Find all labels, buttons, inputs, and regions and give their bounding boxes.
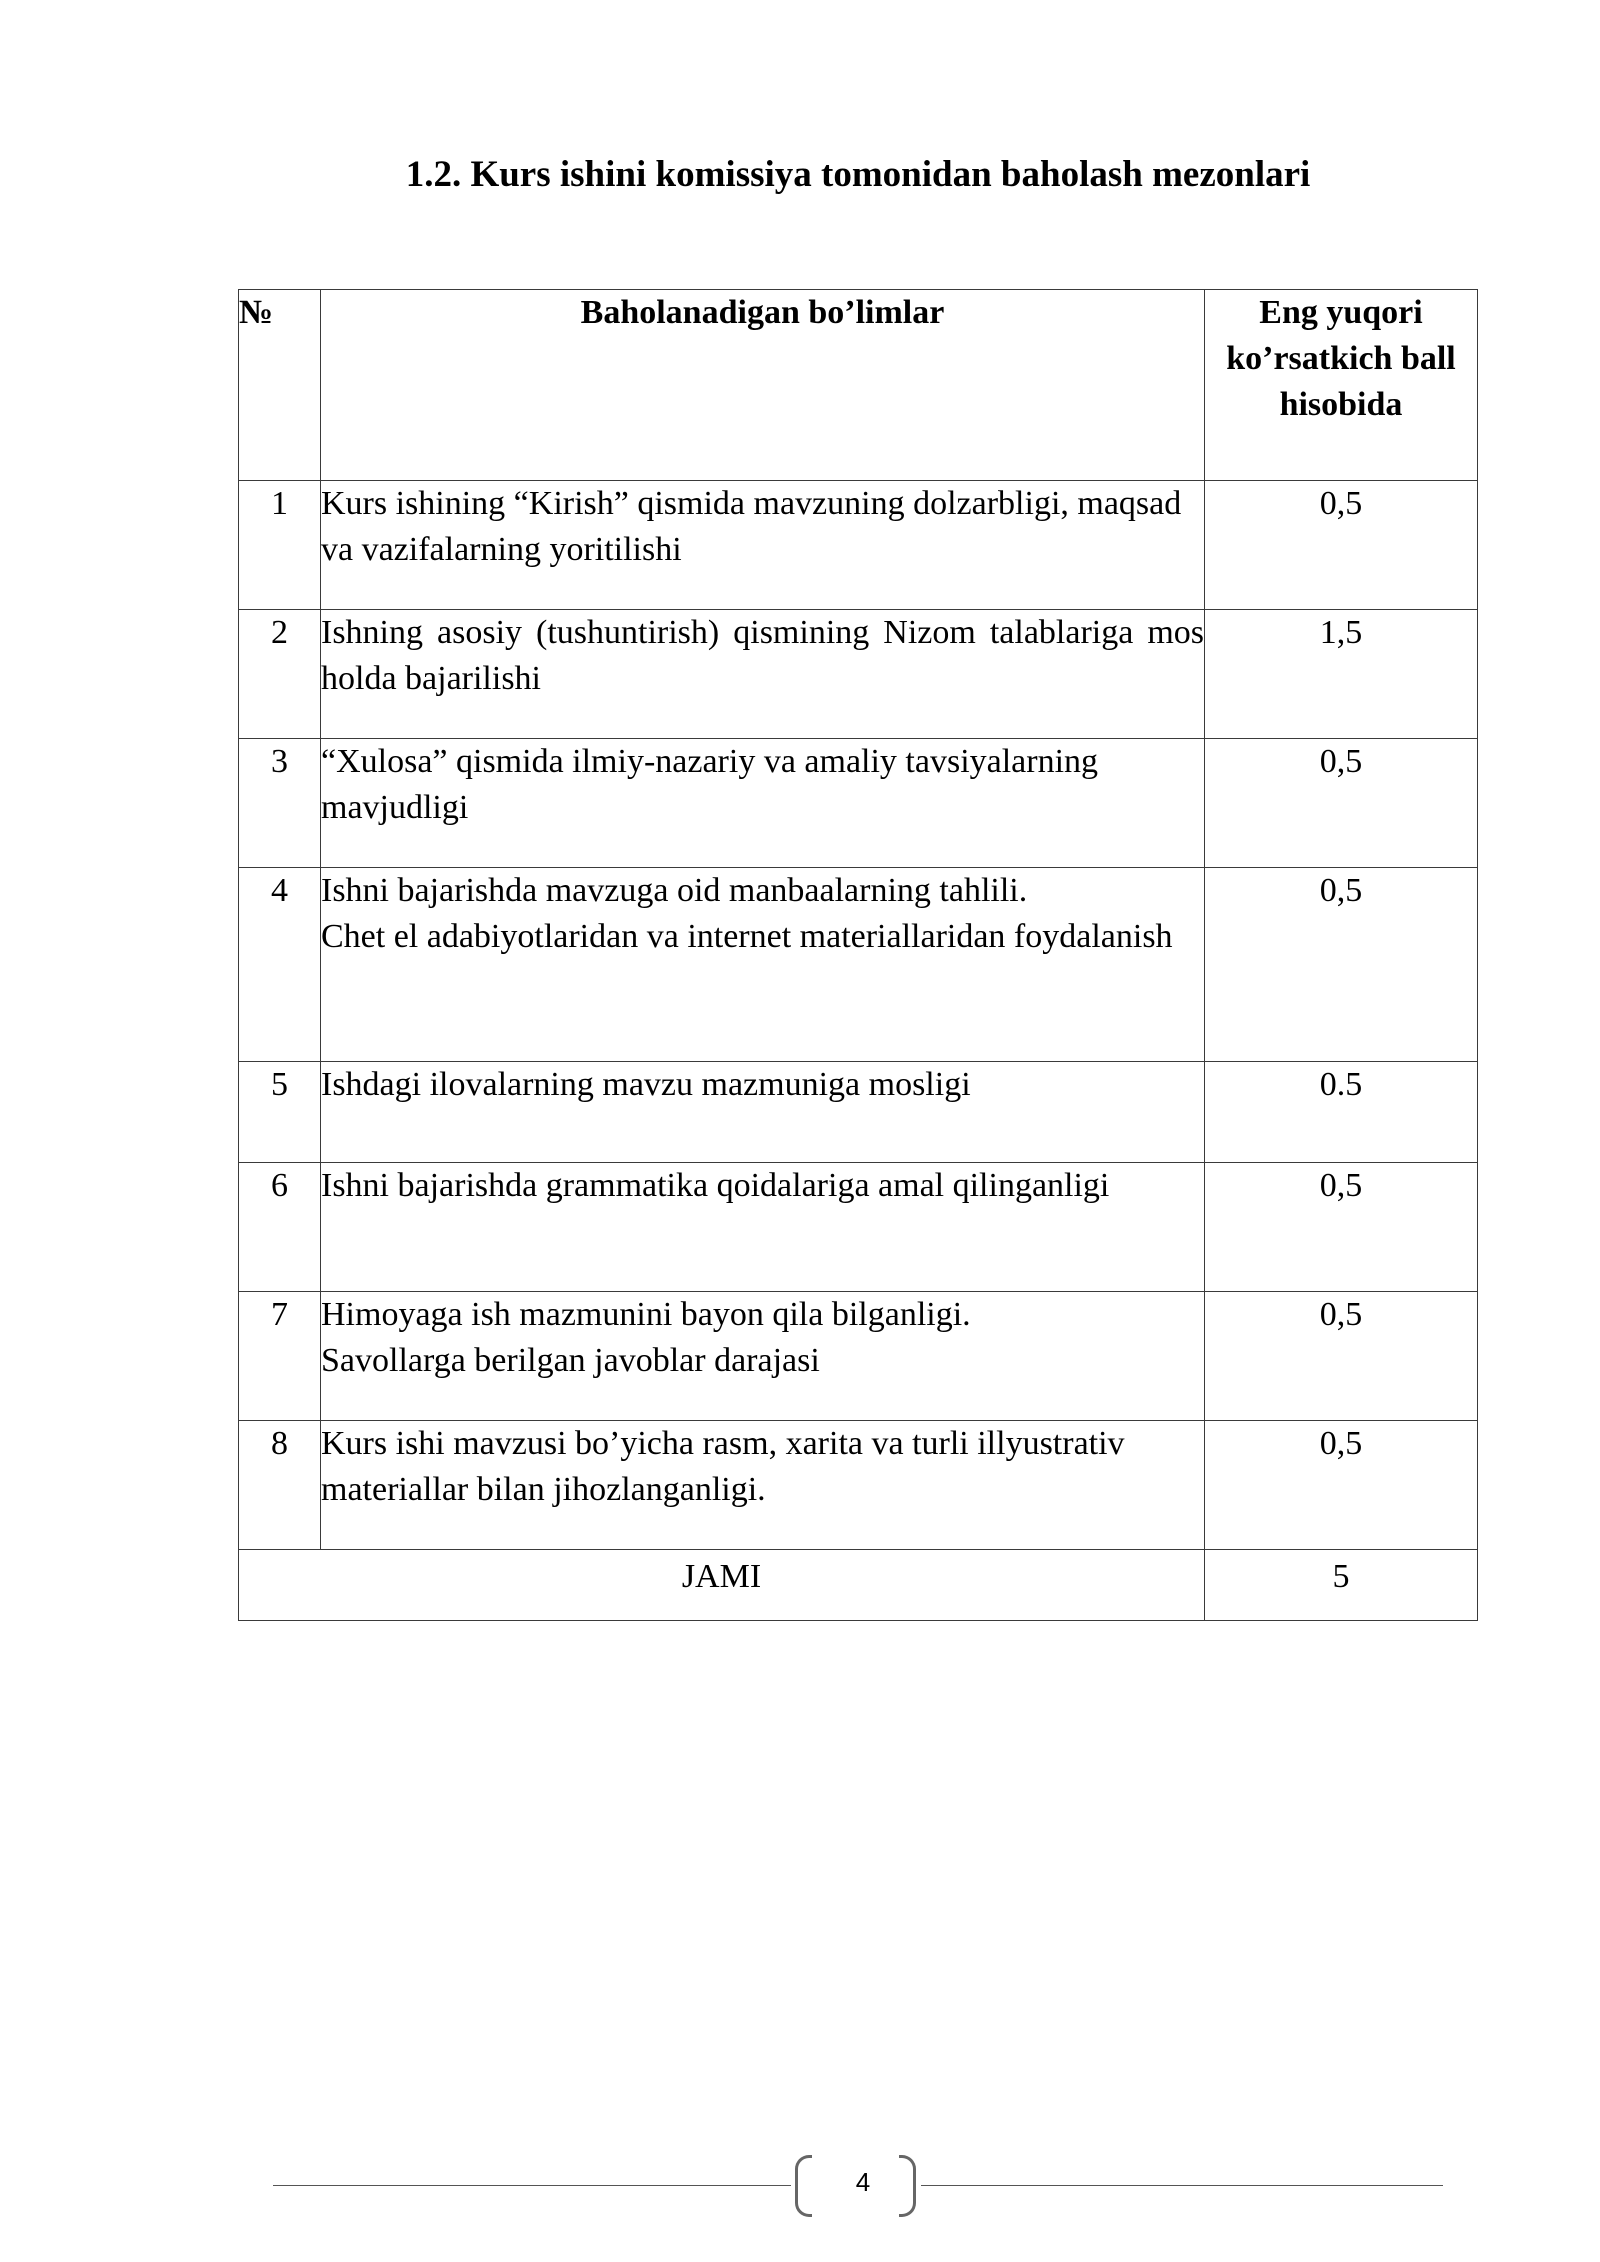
table-total-row xyxy=(239,1550,1478,1621)
table-row xyxy=(239,1421,1478,1550)
row-number: 7 xyxy=(239,1292,321,1421)
page-number: 4 xyxy=(855,2167,871,2197)
left-bracket-icon xyxy=(795,2155,812,2217)
criteria-table xyxy=(238,289,1478,1621)
table-row xyxy=(239,1292,1478,1421)
row-score: 0.5 xyxy=(1205,1062,1478,1163)
table-row xyxy=(239,610,1478,739)
row-score: 0,5 xyxy=(1205,1292,1478,1421)
total-score: 5 xyxy=(1205,1550,1478,1621)
row-score: 0,5 xyxy=(1205,868,1478,1062)
header-number: № xyxy=(239,290,321,481)
total-label: JAMI xyxy=(239,1550,1205,1621)
row-number: 1 xyxy=(239,481,321,610)
row-description: “Xulosa” qismida ilmiy-nazariy va amaliy tavsiyalarning mavjudligi xyxy=(321,739,1205,868)
page-footer xyxy=(273,2155,1443,2215)
row-description: Ishni bajarishda grammatika qoidalariga amal qilinganligi xyxy=(321,1163,1205,1292)
row-description-line: Himoyaga ish mazmunini bayon qila bilganligi. xyxy=(321,1296,971,1333)
table-row xyxy=(239,1062,1478,1163)
row-description-line: Chet el adabiyotlaridan va internet materiallaridan foydalanish xyxy=(321,918,1173,955)
row-score: 0,5 xyxy=(1205,1421,1478,1550)
row-score: 0,5 xyxy=(1205,1163,1478,1292)
page-title: 1.2. Kurs ishini komissiya tomonidan baholash mezonlari xyxy=(405,154,1311,195)
row-description xyxy=(321,1292,1205,1421)
row-number: 6 xyxy=(239,1163,321,1292)
row-description: Kurs ishining “Kirish” qismida mavzuning dolzarbligi, maqsad va vazifalarning yoritilishi xyxy=(321,481,1205,610)
row-score: 1,5 xyxy=(1205,610,1478,739)
row-number: 5 xyxy=(239,1062,321,1163)
criteria-table-container xyxy=(238,289,1477,1621)
row-description: Ishning asosiy (tushuntirish) qismining Nizom talablariga mos holda bajarilishi xyxy=(321,610,1205,739)
row-description: Kurs ishi mavzusi bo’yicha rasm, xarita va turli illyustrativ materiallar bilan jihozlanganligi. xyxy=(321,1421,1205,1550)
header-max-score: Eng yuqori ko’rsatkich ball hisobida xyxy=(1205,290,1478,481)
row-description-line: Ishni bajarishda mavzuga oid manbaalarning tahlili. xyxy=(321,872,1028,909)
table-row xyxy=(239,739,1478,868)
footer-rule-right xyxy=(921,2185,1443,2186)
row-description-line: Savollarga berilgan javoblar darajasi xyxy=(321,1342,820,1379)
row-description: Ishdagi ilovalarning mavzu mazmuniga mosligi xyxy=(321,1062,1205,1163)
row-number: 3 xyxy=(239,739,321,868)
row-score: 0,5 xyxy=(1205,739,1478,868)
table-row xyxy=(239,868,1478,1062)
table-row xyxy=(239,1163,1478,1292)
row-description xyxy=(321,868,1205,1062)
right-bracket-icon xyxy=(899,2155,916,2217)
table-header-row xyxy=(239,290,1478,481)
row-number: 2 xyxy=(239,610,321,739)
row-score: 0,5 xyxy=(1205,481,1478,610)
footer-rule-left xyxy=(273,2185,791,2186)
row-number: 4 xyxy=(239,868,321,1062)
header-sections: Baholanadigan bo’limlar xyxy=(321,290,1205,481)
row-number: 8 xyxy=(239,1421,321,1550)
table-row xyxy=(239,481,1478,610)
